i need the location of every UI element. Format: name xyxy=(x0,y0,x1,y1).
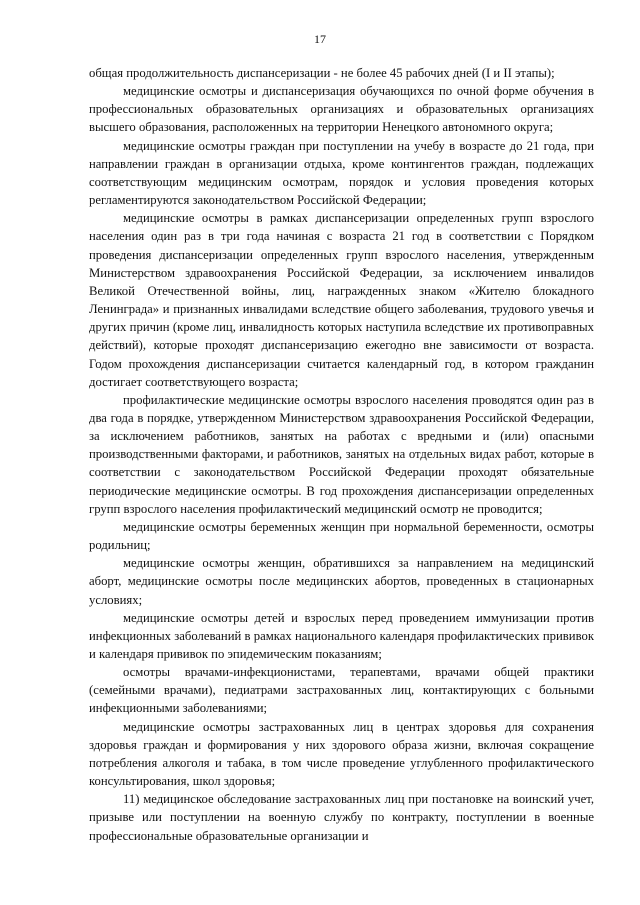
paragraph-adult-dispensarization: медицинские осмотры в рамках диспансеризации определенных групп взрослого населения один раз в три года начиная с возраста 21 год в соответствии с Порядком проведения диспансеризации определенных групп взрослого населения, утвержденным Министерством здравоохранения Российской Федерации, за исключением инвалидов Великой Отечественной войны, лиц, награжденных знаком «Жителю блокадного Ленинграда» и признанных инвалидами вследствие общего заболевания, трудового увечья и других причин (кроме лиц, инвалидность которых наступила вследствие их противоправных действий), которые проходят диспансеризацию ежегодно вне зависимости от возраста. Годом прохождения диспансеризации считается календарный год, в котором гражданин достигает соответствующего возраста; xyxy=(89,211,594,389)
document-body xyxy=(89,64,594,845)
paragraph-abortion-exams: медицинские осмотры женщин, обратившихся за направлением на медицинский аборт, медицинские осмотры после медицинских абортов, проведенных в стационарных условиях; xyxy=(89,556,594,607)
paragraph-military-registration: 11) медицинское обследование застрахованных лиц при постановке на воинский учет, призыве или поступлении на военную службу по контракту, поступлении в военные профессиональные образовательные организации и xyxy=(89,792,594,843)
page-number: 17 xyxy=(314,32,326,46)
paragraph-infection-contacts: осмотры врачами-инфекционистами, терапевтами, врачами общей практики (семейными врачами), педиатрами застрахованных лиц, контактирующих с больными инфекционными заболеваниями; xyxy=(89,665,594,716)
paragraph-health-centers: медицинские осмотры застрахованных лиц в центрах здоровья для сохранения здоровья граждан и формирования у них здорового образа жизни, включая сокращение потребления алкоголя и табака, в том числе проведение углубленного профилактического консультирования, школ здоровья; xyxy=(89,719,594,789)
paragraph-pregnancy-exams: медицинские осмотры беременных женщин при нормальной беременности, осмотры родильниц; xyxy=(89,519,594,553)
paragraph-immunization-exams: медицинские осмотры детей и взрослых перед проведением иммунизации против инфекционных заболеваний в рамках национального календаря профилактических прививок и календаря прививок по эпидемическим показаниям; xyxy=(89,610,594,661)
paragraph-preventive-exams: профилактические медицинские осмотры взрослого населения проводятся один раз в два года в порядке, утвержденном Министерством здравоохранения Российской Федерации, за исключением работников, занятых на работах с вредными и (или) опасными производственными факторами, и работников, занятых на отдельных видах работ, которые в соответствии с законодательством Российской Федерации проходят обязательные периодические медицинские осмотры. В год прохождения диспансеризации определенных групп взрослого населения профилактический медицинский осмотр не проводится; xyxy=(89,392,594,516)
paragraph-students-exams: медицинские осмотры и диспансеризация обучающихся по очной форме обучения в профессиональных образовательных организациях и образовательных организациях высшего образования, расположенных на территории Ненецкого автономного округа; xyxy=(89,84,594,135)
paragraph-exam-duration: общая продолжительность диспансеризации - не более 45 рабочих дней (I и II этапы); xyxy=(89,66,555,80)
paragraph-admission-exams: медицинские осмотры граждан при поступлении на учебу в возрасте до 21 года, при направлении граждан в организации отдыха, кроме контингентов граждан, подлежащих соответствующим медицинским осмотрам, порядок и условия проведения которых регламентируются законодательством Российской Федерации; xyxy=(89,138,594,208)
